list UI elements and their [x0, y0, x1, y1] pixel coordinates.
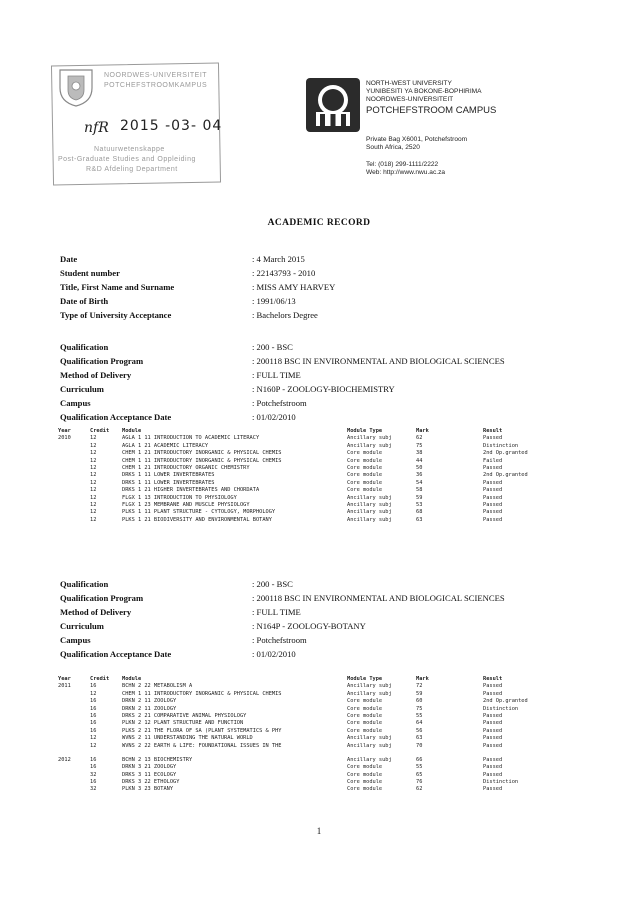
field-label: Qualification Acceptance Date — [60, 649, 172, 659]
cell-result: Passed — [483, 727, 503, 734]
cell-module-type: Core module — [347, 450, 383, 457]
cell-mark: 63 — [416, 516, 423, 523]
cell-module: DRKN 2 11 ZOOLOGY — [122, 698, 177, 705]
cell-year: 2012 — [58, 756, 71, 763]
cell-credit: 12 — [90, 494, 97, 501]
cell-result: Passed — [483, 509, 503, 516]
column-header-type: Module Type — [347, 428, 383, 434]
cell-year: 2011 — [58, 683, 71, 690]
cell-mark: 38 — [416, 450, 423, 457]
address-line: Private Bag X6001, Potchefstroom — [366, 136, 468, 143]
cell-result: Passed — [483, 435, 503, 442]
cell-module-type: Ancillary subj — [347, 509, 392, 516]
cell-result: Passed — [483, 516, 503, 523]
cell-module-type: Ancillary subj — [347, 435, 392, 442]
cell-mark: 54 — [416, 479, 423, 486]
field-row — [60, 266, 335, 280]
cell-credit: 16 — [90, 756, 97, 763]
university-line: NORTH-WEST UNIVERSITY — [366, 80, 452, 87]
address-line: South Africa, 2520 — [366, 144, 420, 152]
cell-credit: 16 — [90, 698, 97, 705]
field-row — [60, 340, 505, 354]
cell-credit: 12 — [90, 464, 97, 471]
cell-mark: 60 — [416, 698, 423, 705]
cell-module: DRKS 1 11 LOWER INVERTEBRATES — [122, 472, 215, 479]
field-value: : MISS AMY HARVEY — [252, 280, 335, 294]
cell-result: Distinction — [483, 705, 519, 712]
column-header-credit: Credit — [90, 428, 110, 434]
field-row — [60, 294, 335, 308]
cell-module: BCHN 2 13 BIOCHEMISTRY — [122, 756, 193, 763]
stamp-faculty-line-1: Natuurwetenskappe — [94, 146, 165, 153]
contact-tel: Tel: (018) 299-1111/2222 — [366, 160, 439, 168]
cell-credit: 16 — [90, 779, 97, 786]
cell-credit: 12 — [90, 435, 97, 442]
cell-module: PLKN 3 23 BOTANY — [122, 786, 174, 793]
field-row — [60, 633, 505, 647]
cell-result: Passed — [483, 764, 503, 771]
cell-mark: 75 — [416, 705, 423, 712]
cell-mark: 75 — [416, 442, 423, 449]
field-label: Curriculum — [60, 621, 104, 631]
cell-credit: 16 — [90, 705, 97, 712]
cell-credit: 12 — [90, 487, 97, 494]
cell-module-type: Ancillary subj — [347, 756, 392, 763]
field-value: : FULL TIME — [252, 368, 301, 382]
cell-result: Passed — [483, 683, 503, 690]
field-value: : 01/02/2010 — [252, 410, 296, 424]
university-address — [366, 136, 467, 178]
field-row — [60, 410, 505, 424]
cell-module: PLKS 1 21 BIODIVERSITY AND ENVIRONMENTAL BOTANY — [122, 516, 272, 523]
column-header-result: Result — [483, 676, 503, 682]
cell-mark: 62 — [416, 435, 423, 442]
cell-module-type: Ancillary subj — [347, 690, 392, 697]
field-label: Date — [60, 254, 78, 264]
cell-credit: 16 — [90, 683, 97, 690]
cell-module-type: Core module — [347, 705, 383, 712]
cell-mark: 62 — [416, 786, 423, 793]
column-header-module: Module — [122, 676, 142, 682]
cell-credit: 16 — [90, 727, 97, 734]
field-row — [60, 619, 505, 633]
cell-credit: 12 — [90, 479, 97, 486]
cell-credit: 12 — [90, 442, 97, 449]
cell-module-type: Core module — [347, 786, 383, 793]
cell-result: Passed — [483, 487, 503, 494]
field-row — [60, 605, 505, 619]
field-value: : 200 - BSC — [252, 340, 293, 354]
cell-result: 2nd Op.granted — [483, 698, 528, 705]
cell-mark: 58 — [416, 487, 423, 494]
cell-module: FLGX 1 13 INTRODUCTION TO PHYSIOLOGY — [122, 494, 237, 501]
cell-module-type: Core module — [347, 464, 383, 471]
field-value: : 200118 BSC IN ENVIRONMENTAL AND BIOLOGICAL SCIENCES — [252, 354, 505, 368]
cell-mark: 50 — [416, 464, 423, 471]
field-value: : N164P - ZOOLOGY-BOTANY — [252, 619, 366, 633]
cell-module-type: Core module — [347, 457, 383, 464]
university-line: YUNIBESITI YA BOKONE-BOPHIRIMA — [366, 88, 482, 95]
field-label: Date of Birth — [60, 296, 109, 306]
cell-module: CHEM 1 11 INTRODUCTORY INORGANIC & PHYSICAL CHEMIS — [122, 457, 282, 464]
stamp-faculty-line-3: R&D Afdeling Department — [86, 166, 178, 173]
field-label: Type of University Acceptance — [60, 310, 172, 320]
column-header-year: Year — [58, 676, 71, 682]
page-title: ACADEMIC RECORD — [267, 218, 371, 228]
cell-module-type: Core module — [347, 764, 383, 771]
cell-module: DRKN 3 21 ZOOLOGY — [122, 764, 177, 771]
column-header-result: Result — [483, 428, 503, 434]
cell-module: AGLA 1 11 INTRODUCTION TO ACADEMIC LITERACY — [122, 435, 260, 442]
cell-credit: 12 — [90, 450, 97, 457]
field-row — [60, 368, 505, 382]
cell-result: Distinction — [483, 779, 519, 786]
field-label: Student number — [60, 268, 120, 278]
cell-result: Passed — [483, 735, 503, 742]
cell-mark: 65 — [416, 771, 423, 778]
cell-module-type: Ancillary subj — [347, 501, 392, 508]
cell-module-type: Core module — [347, 720, 383, 727]
field-row — [60, 252, 335, 266]
field-label: Campus — [60, 635, 91, 645]
cell-module: WVNS 2 11 UNDERSTANDING THE NATURAL WORLD — [122, 735, 253, 742]
cell-mark: 59 — [416, 494, 423, 501]
cell-credit: 16 — [90, 720, 97, 727]
cell-module-type: Ancillary subj — [347, 683, 392, 690]
cell-mark: 59 — [416, 690, 423, 697]
student-details — [60, 252, 335, 322]
cell-module: DRKS 3 22 ETHOLOGY — [122, 779, 180, 786]
stamp-initials: nfR — [84, 120, 109, 136]
cell-module-type: Core module — [347, 479, 383, 486]
campus-name: POTCHEFSTROOM CAMPUS — [366, 105, 497, 116]
cell-module: CHEM 1 21 INTRODUCTORY INORGANIC & PHYSICAL CHEMIS — [122, 450, 282, 457]
cell-credit: 16 — [90, 712, 97, 719]
cell-module-type: Core module — [347, 779, 383, 786]
column-header-credit: Credit — [90, 676, 110, 682]
column-header-mark: Mark — [416, 428, 429, 434]
field-label: Campus — [60, 398, 91, 408]
field-label: Qualification — [60, 579, 109, 589]
nwu-logo-icon — [306, 78, 360, 132]
field-value: : 200 - BSC — [252, 577, 293, 591]
cell-result: Passed — [483, 479, 503, 486]
cell-module: PLKS 2 21 THE FLORA OF SA (PLANT SYSTEMATICS & PHY — [122, 727, 282, 734]
field-row — [60, 354, 505, 368]
cell-mark: 63 — [416, 735, 423, 742]
university-crest-icon — [56, 66, 96, 108]
cell-credit: 12 — [90, 501, 97, 508]
field-label: Qualification Acceptance Date — [60, 412, 172, 422]
cell-credit: 12 — [90, 735, 97, 742]
cell-result: Passed — [483, 494, 503, 501]
cell-module: DRKS 1 21 HIGHER INVERTEBRATES AND CHORDATA — [122, 487, 260, 494]
field-value: : Bachelors Degree — [252, 308, 318, 322]
cell-mark: 44 — [416, 457, 423, 464]
cell-module-type: Ancillary subj — [347, 494, 392, 501]
cell-year: 2010 — [58, 435, 71, 442]
faculty-stamp — [38, 48, 238, 188]
cell-module-type: Core module — [347, 698, 383, 705]
cell-mark: 55 — [416, 764, 423, 771]
cell-result: 2nd Op.granted — [483, 450, 528, 457]
field-row — [60, 577, 505, 591]
cell-module: PLKS 1 11 PLANT STRUCTURE - CYTOLOGY, MORPHOLOGY — [122, 509, 276, 516]
cell-mark: 68 — [416, 509, 423, 516]
cell-module-type: Core module — [347, 472, 383, 479]
cell-result: Passed — [483, 501, 503, 508]
field-row — [60, 308, 335, 322]
cell-module-type: Ancillary subj — [347, 516, 392, 523]
cell-module: FLGX 1 23 MEMBRANE AND MUSCLE PHYSIOLOGY — [122, 501, 250, 508]
stamp-date: 2015 -03- 04 — [120, 118, 223, 134]
cell-module: CHEM 1 11 INTRODUCTORY INORGANIC & PHYSICAL CHEMIS — [122, 690, 282, 697]
column-header-module: Module — [122, 428, 142, 434]
field-row — [60, 647, 505, 661]
cell-mark: 70 — [416, 742, 423, 749]
cell-module: AGLA 1 21 ACADEMIC LITERACY — [122, 442, 209, 449]
qualification-1-details — [60, 340, 505, 424]
cell-result: Passed — [483, 690, 503, 697]
field-value: : 1991/06/13 — [252, 294, 296, 308]
cell-mark: 36 — [416, 472, 423, 479]
cell-result: Distinction — [483, 442, 519, 449]
cell-credit: 12 — [90, 516, 97, 523]
cell-module: DRKS 1 11 LOWER INVERTEBRATES — [122, 479, 215, 486]
field-row — [60, 396, 505, 410]
field-label: Method of Delivery — [60, 607, 132, 617]
cell-mark: 76 — [416, 779, 423, 786]
cell-result: Passed — [483, 771, 503, 778]
cell-credit: 12 — [90, 457, 97, 464]
cell-credit: 32 — [90, 786, 97, 793]
cell-credit: 12 — [90, 690, 97, 697]
university-name — [366, 80, 496, 116]
field-value: : Potchefstroom — [252, 633, 307, 647]
cell-credit: 32 — [90, 771, 97, 778]
cell-credit: 12 — [90, 742, 97, 749]
cell-result: Passed — [483, 464, 503, 471]
field-label: Qualification Program — [60, 356, 144, 366]
cell-module: DRKS 3 11 ECOLOGY — [122, 771, 177, 778]
field-value: : 01/02/2010 — [252, 647, 296, 661]
cell-module-type: Ancillary subj — [347, 742, 392, 749]
cell-credit: 12 — [90, 472, 97, 479]
field-value: : 22143793 - 2010 — [252, 266, 315, 280]
cell-module: BCHN 2 22 METABOLISM A — [122, 683, 193, 690]
cell-module-type: Ancillary subj — [347, 735, 392, 742]
cell-result: 2nd Op.granted — [483, 472, 528, 479]
field-value: : N160P - ZOOLOGY-BIOCHEMISTRY — [252, 382, 395, 396]
field-value: : Potchefstroom — [252, 396, 307, 410]
stamp-line-2: POTCHEFSTROOMKAMPUS — [104, 82, 208, 89]
field-value: : FULL TIME — [252, 605, 301, 619]
cell-result: Failed — [483, 457, 503, 464]
university-line: NOORDWES-UNIVERSITEIT — [366, 96, 454, 103]
field-label: Qualification Program — [60, 593, 144, 603]
stamp-faculty-line-2: Post-Graduate Studies and Oppleiding — [58, 156, 196, 163]
cell-result: Passed — [483, 720, 503, 727]
field-value: : 4 March 2015 — [252, 252, 305, 266]
cell-credit: 12 — [90, 509, 97, 516]
page-number: 1 — [316, 826, 322, 836]
cell-result: Passed — [483, 742, 503, 749]
stamp-line-1: NOORDWES-UNIVERSITEIT — [104, 72, 208, 79]
cell-module: DRKS 2 21 COMPARATIVE ANIMAL PHYSIOLOGY — [122, 712, 247, 719]
qualification-2-details — [60, 577, 505, 661]
cell-mark: 56 — [416, 727, 423, 734]
column-header-mark: Mark — [416, 676, 429, 682]
field-label: Title, First Name and Surname — [60, 282, 175, 292]
cell-result: Passed — [483, 712, 503, 719]
field-row — [60, 382, 505, 396]
cell-module-type: Core module — [347, 487, 383, 494]
field-value: : 200118 BSC IN ENVIRONMENTAL AND BIOLOGICAL SCIENCES — [252, 591, 505, 605]
column-header-year: Year — [58, 428, 71, 434]
field-row — [60, 280, 335, 294]
cell-module: CHEM 1 21 INTRODUCTORY ORGANIC CHEMISTRY — [122, 464, 250, 471]
cell-mark: 72 — [416, 683, 423, 690]
cell-module-type: Core module — [347, 771, 383, 778]
cell-module-type: Ancillary subj — [347, 442, 392, 449]
cell-module: PLKN 2 12 PLANT STRUCTURE AND FUNCTION — [122, 720, 244, 727]
cell-mark: 55 — [416, 712, 423, 719]
cell-credit: 16 — [90, 764, 97, 771]
cell-result: Passed — [483, 786, 503, 793]
contact-web: Web: http://www.nwu.ac.za — [366, 169, 446, 177]
column-header-type: Module Type — [347, 676, 383, 682]
cell-module-type: Core module — [347, 712, 383, 719]
cell-module-type: Core module — [347, 727, 383, 734]
cell-module: WVNS 2 22 EARTH & LIFE: FOUNDATIONAL ISSUES IN THE — [122, 742, 282, 749]
cell-result: Passed — [483, 756, 503, 763]
cell-mark: 64 — [416, 720, 423, 727]
field-label: Curriculum — [60, 384, 104, 394]
cell-mark: 66 — [416, 756, 423, 763]
field-label: Qualification — [60, 342, 109, 352]
cell-mark: 53 — [416, 501, 423, 508]
field-row — [60, 591, 505, 605]
cell-module: DRKN 2 11 ZOOLOGY — [122, 705, 177, 712]
field-label: Method of Delivery — [60, 370, 132, 380]
